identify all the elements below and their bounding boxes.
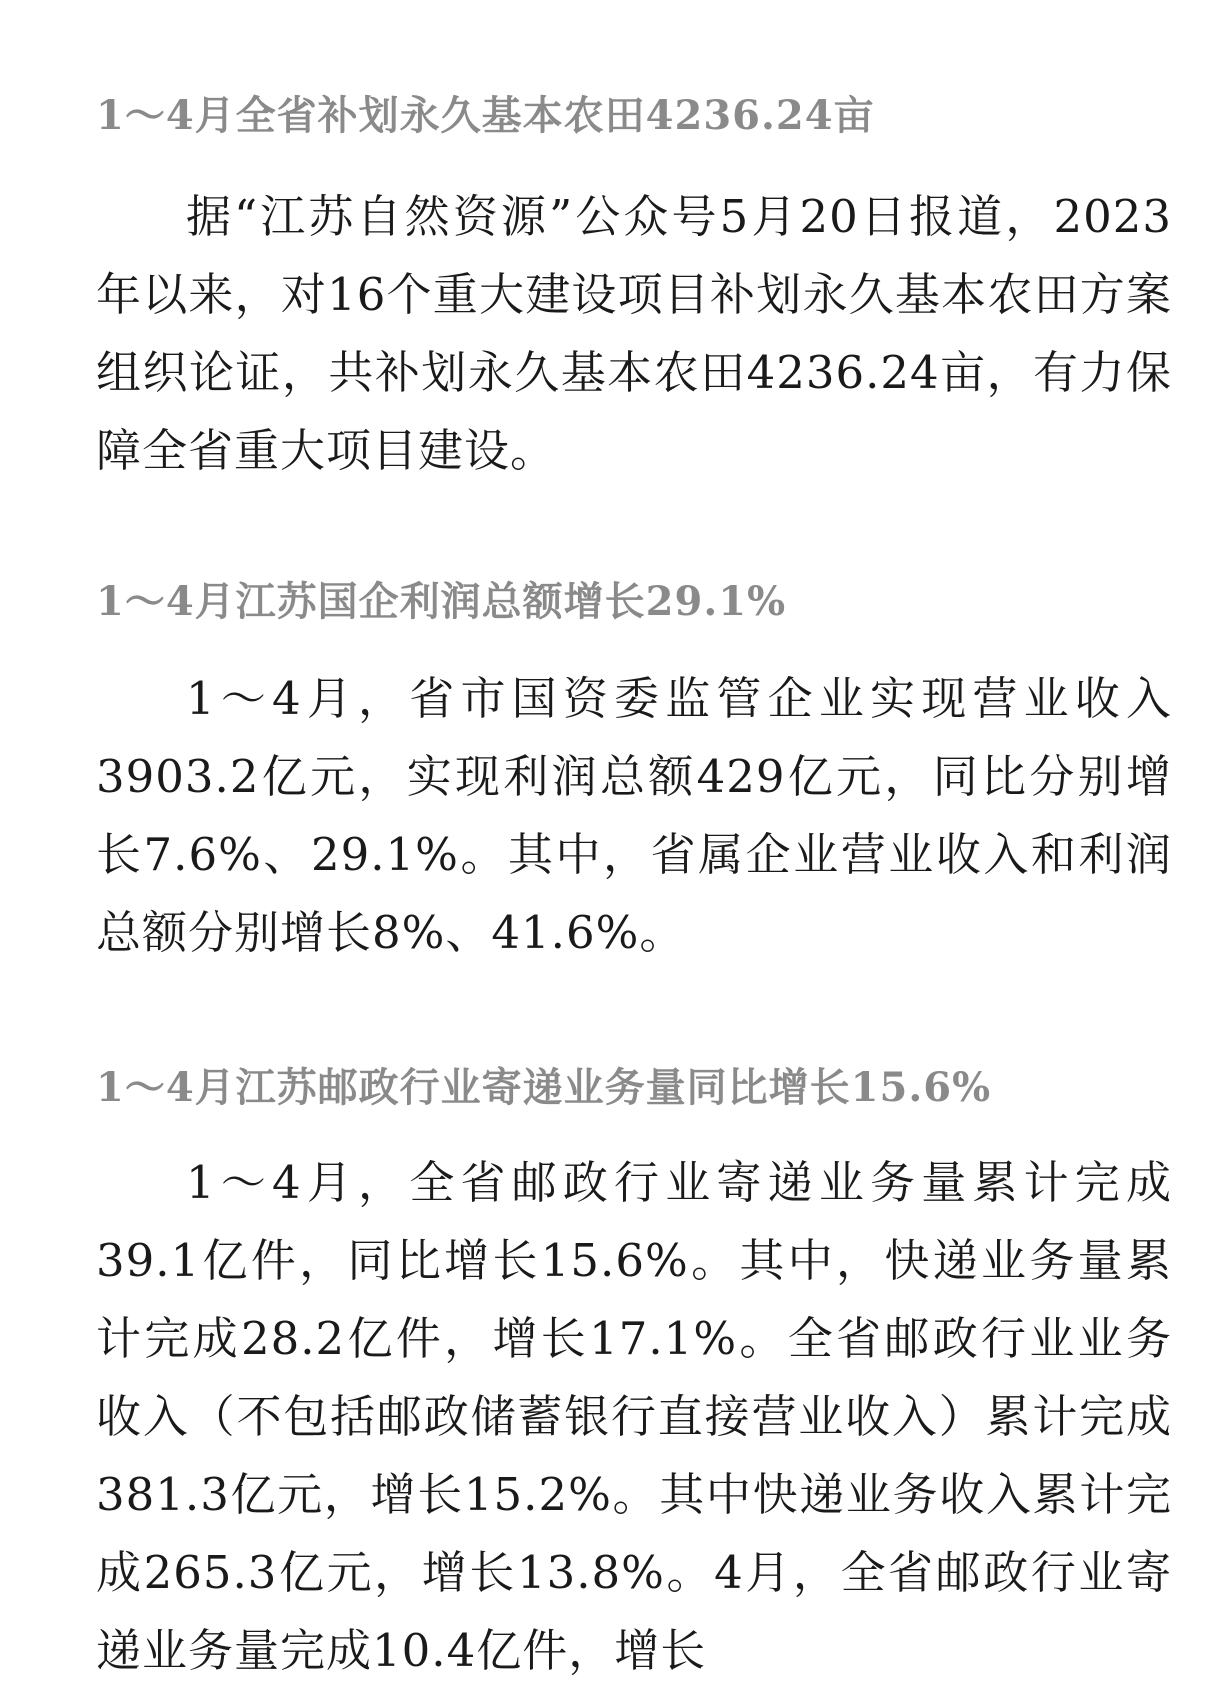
section-body: 据“江苏自然资源”公众号5月20日报道，2023年以来，对16个重大建设项目补划永久基本农田方案组织论证，共补划永久基本农田4236.24亩，有力保障全省重大项目建设。	[96, 190, 1172, 477]
section-heading: 1～4月江苏邮政行业寄递业务量同比增长15.6%	[96, 1064, 992, 1111]
section-body: 1～4月，全省邮政行业寄递业务量累计完成39.1亿件，同比增长15.6%。其中，快递业务量累计完成28.2亿件，增长17.1%。全省邮政行业业务收入（不包括邮政储蓄银行直接营业收入）累计完成381.3亿元，增长15.2%。其中快递业务收入累计完成265.3亿元，增长13.8%。4月，全省邮政行业寄递业务量完成10.4亿件，增长	[96, 1156, 1172, 1677]
section-heading: 1～4月全省补划永久基本农田4236.24亩	[96, 92, 875, 139]
section-body: 1～4月，省市国资委监管企业实现营业收入3903.2亿元，实现利润总额429亿元，同比分别增长7.6%、29.1%。其中，省属企业营业收入和利润总额分别增长8%、41.6%。	[96, 672, 1172, 959]
section-heading: 1～4月江苏国企利润总额增长29.1%	[96, 578, 787, 625]
